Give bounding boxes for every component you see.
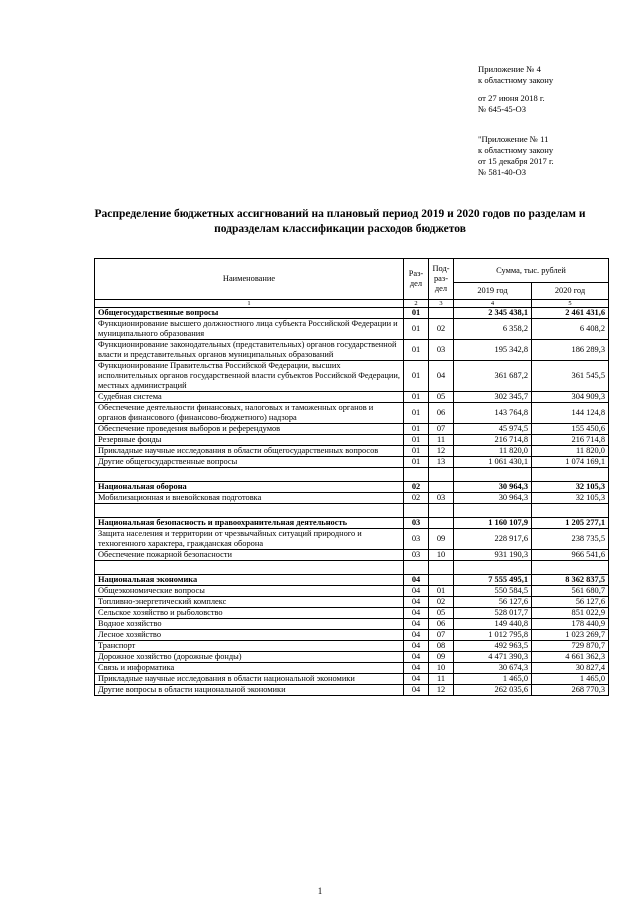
row-name: Национальная экономика: [95, 575, 404, 586]
row-subsection: 03: [429, 493, 454, 504]
row-amount-2019: 228 917,6: [454, 529, 532, 550]
row-section: 04: [404, 685, 429, 696]
row-section: 01: [404, 361, 429, 392]
row-subsection: 04: [429, 361, 454, 392]
row-amount-2020: 304 909,3: [532, 392, 609, 403]
row-section: 01: [404, 340, 429, 361]
empty-cell: [95, 504, 404, 518]
row-name: Мобилизационная и вневойсковая подготовка: [95, 493, 404, 504]
row-amount-2020: 11 820,0: [532, 446, 609, 457]
row-subsection: [429, 482, 454, 493]
row-amount-2020: 144 124,8: [532, 403, 609, 424]
header-section: Раз-дел: [404, 259, 429, 300]
row-amount-2019: 262 035,6: [454, 685, 532, 696]
table-row: [95, 630, 609, 641]
row-section: 04: [404, 586, 429, 597]
header-sum: Сумма, тыс. рублей: [454, 259, 609, 283]
row-amount-2019: 2 345 438,1: [454, 308, 532, 319]
appendix-line: Приложение № 4: [478, 64, 541, 74]
row-amount-2020: 32 105,3: [532, 493, 609, 504]
spacer-row: [95, 561, 609, 575]
row-name: Водное хозяйство: [95, 619, 404, 630]
row-name: Функционирование Правительства Российской Федерации, высших исполнительных органов государственной власти субъектов Российской Федерации, местных администраций: [95, 361, 404, 392]
row-name: Резервные фонды: [95, 435, 404, 446]
row-amount-2019: 56 127,6: [454, 597, 532, 608]
row-amount-2020: 155 450,6: [532, 424, 609, 435]
row-section: 01: [404, 403, 429, 424]
table-row: [95, 685, 609, 696]
row-subsection: 07: [429, 424, 454, 435]
empty-cell: [404, 561, 429, 575]
row-subsection: 05: [429, 608, 454, 619]
row-amount-2020: 1 205 277,1: [532, 518, 609, 529]
row-amount-2020: 1 074 169,1: [532, 457, 609, 468]
page-number: 1: [317, 886, 323, 896]
row-name: Связь и информатика: [95, 663, 404, 674]
row-amount-2019: 550 584,5: [454, 586, 532, 597]
row-section: 04: [404, 608, 429, 619]
row-subsection: 05: [429, 392, 454, 403]
column-index: 5: [532, 300, 609, 308]
row-amount-2020: 4 661 362,3: [532, 652, 609, 663]
table-row: [95, 493, 609, 504]
row-amount-2019: 492 963,5: [454, 641, 532, 652]
row-section: 03: [404, 518, 429, 529]
table-row: [95, 663, 609, 674]
empty-cell: [532, 504, 609, 518]
row-subsection: 01: [429, 586, 454, 597]
empty-cell: [404, 468, 429, 482]
table-row: [95, 652, 609, 663]
row-section: 01: [404, 446, 429, 457]
row-subsection: 11: [429, 674, 454, 685]
row-name: Обеспечение деятельности финансовых, налоговых и таможенных органов и органов финансового (финансово-бюджетного) надзора: [95, 403, 404, 424]
row-amount-2019: 30 964,3: [454, 482, 532, 493]
row-name: Другие вопросы в области национальной экономики: [95, 685, 404, 696]
column-index: 4: [454, 300, 532, 308]
column-index-row: [95, 300, 609, 308]
row-amount-2020: 1 465,0: [532, 674, 609, 685]
row-section: 01: [404, 424, 429, 435]
section-row: [95, 518, 609, 529]
table-row: [95, 586, 609, 597]
row-amount-2019: 11 820,0: [454, 446, 532, 457]
row-subsection: 09: [429, 652, 454, 663]
row-section: 01: [404, 392, 429, 403]
row-amount-2020: 178 440,9: [532, 619, 609, 630]
empty-cell: [404, 504, 429, 518]
row-name: Дорожное хозяйство (дорожные фонды): [95, 652, 404, 663]
row-amount-2019: 7 555 495,1: [454, 575, 532, 586]
empty-cell: [429, 504, 454, 518]
row-section: 04: [404, 597, 429, 608]
row-section: 04: [404, 674, 429, 685]
column-index: 3: [429, 300, 454, 308]
row-subsection: 08: [429, 641, 454, 652]
row-name: Сельское хозяйство и рыболовство: [95, 608, 404, 619]
row-section: 02: [404, 493, 429, 504]
row-amount-2020: 238 735,5: [532, 529, 609, 550]
table-row: [95, 392, 609, 403]
row-amount-2020: 561 680,7: [532, 586, 609, 597]
row-subsection: 06: [429, 403, 454, 424]
row-amount-2019: 143 764,8: [454, 403, 532, 424]
row-subsection: 10: [429, 663, 454, 674]
row-amount-2020: 30 827,4: [532, 663, 609, 674]
row-subsection: [429, 518, 454, 529]
row-section: 04: [404, 663, 429, 674]
table-row: [95, 403, 609, 424]
row-amount-2020: 966 541,6: [532, 550, 609, 561]
row-subsection: 02: [429, 597, 454, 608]
table-row: [95, 457, 609, 468]
row-name: Функционирование высшего должностного лица субъекта Российской Федерации и муниципального образования: [95, 319, 404, 340]
row-amount-2019: 931 190,3: [454, 550, 532, 561]
row-amount-2019: 361 687,2: [454, 361, 532, 392]
table-row: [95, 446, 609, 457]
row-subsection: 12: [429, 685, 454, 696]
table-row: [95, 529, 609, 550]
table-row: [95, 435, 609, 446]
section-row: [95, 308, 609, 319]
table-row: [95, 319, 609, 340]
row-section: 04: [404, 641, 429, 652]
row-amount-2020: 851 022,9: [532, 608, 609, 619]
row-name: Судебная система: [95, 392, 404, 403]
appendix-line: к областному закону: [478, 75, 554, 85]
row-name: Обеспечение пожарной безопасности: [95, 550, 404, 561]
document-title: Распределение бюджетных ассигнований на плановый период 2019 и 2020 годов по разделам и подразделам классификации расходов бюджетов: [94, 208, 586, 235]
row-amount-2019: 6 358,2: [454, 319, 532, 340]
table-row: [95, 674, 609, 685]
section-row: [95, 575, 609, 586]
row-amount-2019: 195 342,8: [454, 340, 532, 361]
row-amount-2020: 186 289,3: [532, 340, 609, 361]
row-subsection: 02: [429, 319, 454, 340]
row-subsection: 09: [429, 529, 454, 550]
table-row: [95, 340, 609, 361]
row-amount-2019: 528 017,7: [454, 608, 532, 619]
row-amount-2019: 1 012 795,8: [454, 630, 532, 641]
row-amount-2020: 729 870,7: [532, 641, 609, 652]
row-name: Общегосударственные вопросы: [95, 308, 404, 319]
row-name: Национальная оборона: [95, 482, 404, 493]
row-subsection: 12: [429, 446, 454, 457]
table-row: [95, 550, 609, 561]
row-amount-2020: 32 105,3: [532, 482, 609, 493]
empty-cell: [454, 561, 532, 575]
row-amount-2020: 2 461 431,6: [532, 308, 609, 319]
row-name: Прикладные научные исследования в области национальной экономики: [95, 674, 404, 685]
row-section: 01: [404, 319, 429, 340]
row-amount-2020: 216 714,8: [532, 435, 609, 446]
row-name: Общеэкономические вопросы: [95, 586, 404, 597]
column-index: 2: [404, 300, 429, 308]
row-section: 04: [404, 652, 429, 663]
empty-cell: [454, 504, 532, 518]
row-amount-2020: 1 023 269,7: [532, 630, 609, 641]
row-amount-2019: 4 471 390,3: [454, 652, 532, 663]
row-name: Защита населения и территории от чрезвычайных ситуаций природного и техногенного характера, гражданская оборона: [95, 529, 404, 550]
law-line: от 27 июня 2018 г.: [478, 93, 545, 103]
row-name: Другие общегосударственные вопросы: [95, 457, 404, 468]
section-row: [95, 482, 609, 493]
row-section: 01: [404, 308, 429, 319]
table-row: [95, 619, 609, 630]
orig-line: "Приложение № 11: [478, 134, 549, 144]
table-row: [95, 641, 609, 652]
spacer-row: [95, 468, 609, 482]
header-year-2020: 2020 год: [532, 283, 609, 300]
row-subsection: 10: [429, 550, 454, 561]
table-row: [95, 597, 609, 608]
row-section: 04: [404, 575, 429, 586]
header-year-2019: 2019 год: [454, 283, 532, 300]
column-index: 1: [95, 300, 404, 308]
row-section: 01: [404, 457, 429, 468]
row-amount-2019: 45 974,5: [454, 424, 532, 435]
row-subsection: [429, 308, 454, 319]
row-amount-2019: 1 160 107,9: [454, 518, 532, 529]
row-section: 03: [404, 550, 429, 561]
row-amount-2020: 8 362 837,5: [532, 575, 609, 586]
empty-cell: [429, 561, 454, 575]
empty-cell: [95, 561, 404, 575]
row-section: 04: [404, 619, 429, 630]
row-amount-2020: 6 408,2: [532, 319, 609, 340]
row-subsection: 07: [429, 630, 454, 641]
row-amount-2020: 361 545,5: [532, 361, 609, 392]
table-body: [95, 308, 609, 696]
row-subsection: 03: [429, 340, 454, 361]
law-line: № 645-45-ОЗ: [478, 104, 527, 114]
empty-cell: [532, 468, 609, 482]
row-section: 02: [404, 482, 429, 493]
row-amount-2020: 268 770,3: [532, 685, 609, 696]
row-section: 01: [404, 435, 429, 446]
row-name: Прикладные научные исследования в области общегосударственных вопросов: [95, 446, 404, 457]
row-name: Функционирование законодательных (представительных) органов государственной власти и представительных органов муниципальных образований: [95, 340, 404, 361]
original-appendix-reference: [478, 134, 628, 178]
row-amount-2019: 30 674,3: [454, 663, 532, 674]
appendix-header: [478, 64, 628, 86]
row-subsection: 13: [429, 457, 454, 468]
table-row: [95, 424, 609, 435]
empty-cell: [429, 468, 454, 482]
table-row: [95, 608, 609, 619]
row-name: Национальная безопасность и правоохранительная деятельность: [95, 518, 404, 529]
row-amount-2019: 216 714,8: [454, 435, 532, 446]
spacer-row: [95, 504, 609, 518]
row-amount-2019: 1 061 430,1: [454, 457, 532, 468]
empty-cell: [95, 468, 404, 482]
row-name: Топливно-энергетический комплекс: [95, 597, 404, 608]
table-row: [95, 361, 609, 392]
orig-line: к областному закону: [478, 145, 554, 155]
law-reference: [478, 93, 628, 115]
row-name: Транспорт: [95, 641, 404, 652]
orig-line: № 581-40-ОЗ: [478, 167, 527, 177]
budget-table: [94, 258, 609, 696]
row-section: 03: [404, 529, 429, 550]
orig-line: от 15 декабря 2017 г.: [478, 156, 554, 166]
row-name: Лесное хозяйство: [95, 630, 404, 641]
row-amount-2019: 30 964,3: [454, 493, 532, 504]
header-subsection: Под-раз-дел: [429, 259, 454, 300]
row-section: 04: [404, 630, 429, 641]
row-subsection: 11: [429, 435, 454, 446]
empty-cell: [532, 561, 609, 575]
row-subsection: 06: [429, 619, 454, 630]
row-amount-2019: 149 440,8: [454, 619, 532, 630]
row-subsection: [429, 575, 454, 586]
header-name: Наименование: [95, 259, 404, 300]
row-name: Обеспечение проведения выборов и референдумов: [95, 424, 404, 435]
row-amount-2019: 302 345,7: [454, 392, 532, 403]
empty-cell: [454, 468, 532, 482]
row-amount-2019: 1 465,0: [454, 674, 532, 685]
row-amount-2020: 56 127,6: [532, 597, 609, 608]
